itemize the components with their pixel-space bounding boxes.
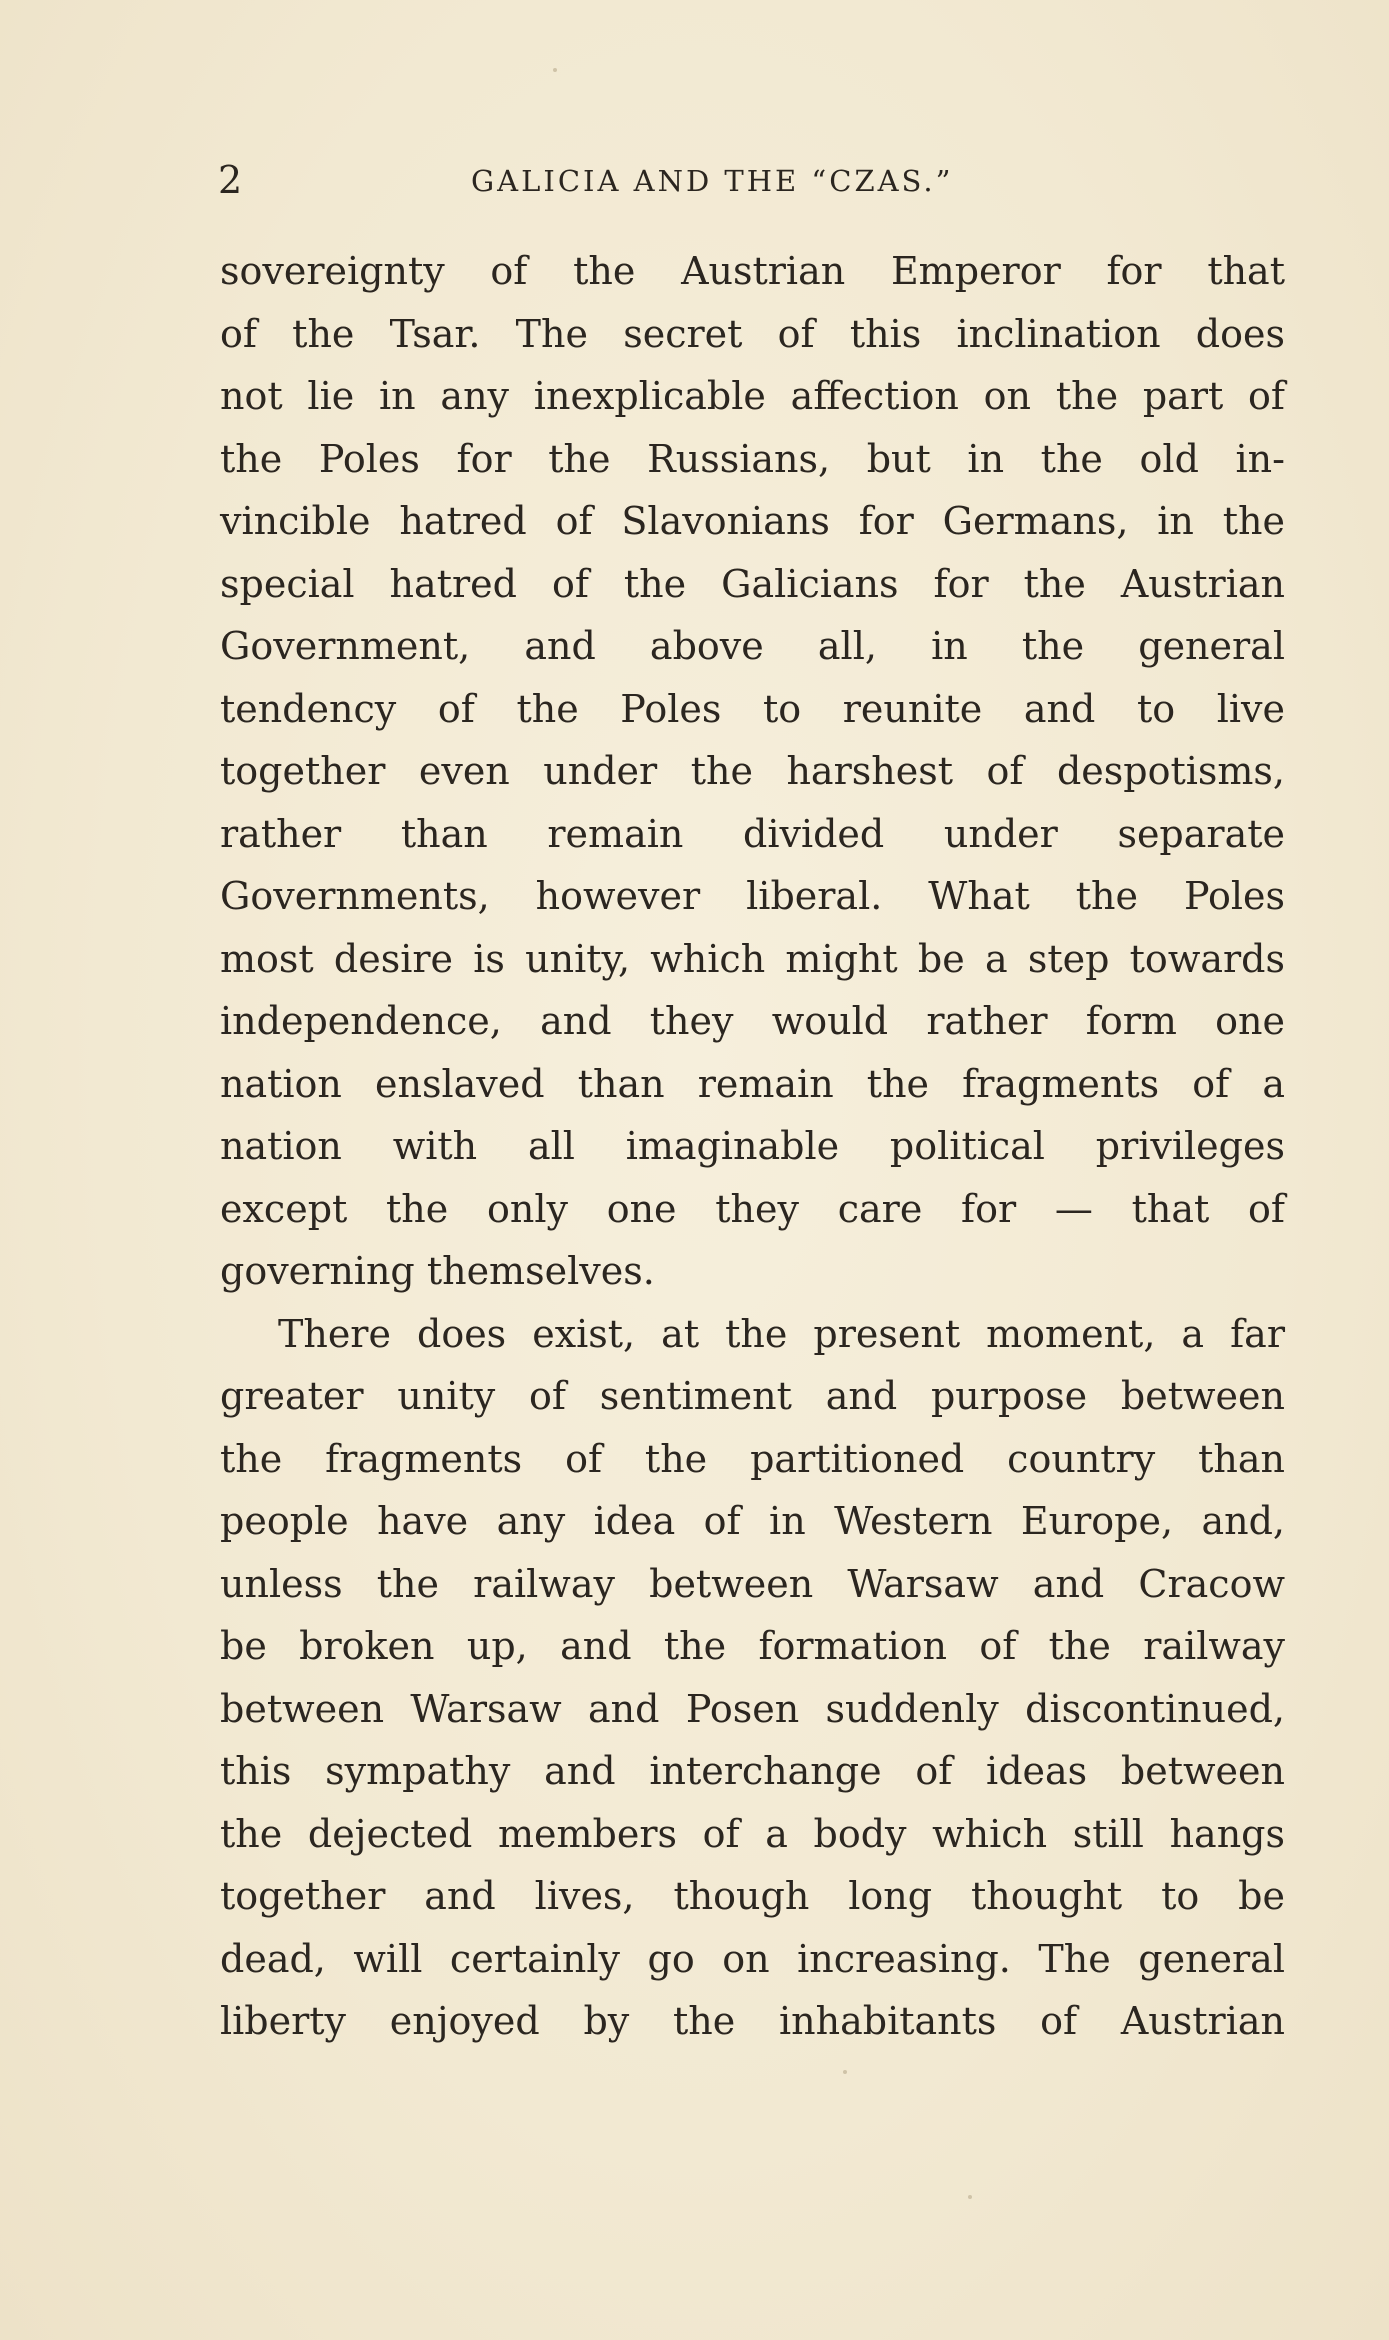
text-line: of the Tsar. The secret of this inclination does (220, 311, 1285, 356)
text-line: the Poles for the Russians, but in the old in- (220, 436, 1285, 481)
text-line: the dejected members of a body which still hangs (220, 1811, 1285, 1856)
text-line: not lie in any inexplicable affection on the part of (220, 374, 1285, 418)
paragraph-1 (220, 240, 1285, 1303)
text-line: dead, will certainly go on increasing. The general (220, 1936, 1285, 1981)
text-line: There does exist, at the present moment, a far (278, 1311, 1285, 1356)
text-line: unless the railway between Warsaw and Cracow (220, 1561, 1285, 1606)
text-line: Governments, however liberal. What the Poles (220, 874, 1285, 918)
paper-speck (553, 68, 557, 72)
text-line: special hatred of the Galicians for the Austrian (220, 561, 1285, 606)
text-line: nation with all imaginable political privileges (220, 1124, 1285, 1168)
text-line: liberty enjoyed by the inhabitants of Austrian (220, 1999, 1285, 2043)
text-line: the fragments of the partitioned country than (220, 1436, 1285, 1481)
text-line: vincible hatred of Slavonians for Germans, in the (220, 499, 1285, 543)
paragraph-2 (220, 1303, 1285, 2053)
running-head: GALICIA AND THE “CZAS.” (471, 164, 954, 198)
text-line: except the only one they care for — that of (220, 1186, 1285, 1231)
text-line: be broken up, and the formation of the railway (220, 1624, 1285, 1668)
text-line: most desire is unity, which might be a step towards (220, 936, 1285, 981)
text-line: this sympathy and interchange of ideas between (220, 1749, 1285, 1793)
page-header (218, 150, 1288, 210)
text-line: rather than remain divided under separate (220, 811, 1285, 856)
text-line: nation enslaved than remain the fragments of a (220, 1061, 1285, 1106)
text-line: governing themselves. (220, 1249, 655, 1293)
text-line: together even under the harshest of despotisms, (220, 749, 1285, 793)
text-line: sovereignty of the Austrian Emperor for that (220, 249, 1285, 293)
text-line: Government, and above all, in the general (220, 624, 1285, 668)
text-line: together and lives, though long thought to be (220, 1874, 1285, 1918)
text-line: tendency of the Poles to reunite and to live (220, 686, 1285, 731)
body-text (220, 240, 1285, 2053)
paper-speck (843, 2070, 847, 2074)
paper-speck (968, 2195, 972, 2199)
text-line: independence, and they would rather form one (220, 999, 1285, 1043)
page-number: 2 (218, 158, 244, 202)
text-line: greater unity of sentiment and purpose between (220, 1374, 1285, 1418)
text-line: between Warsaw and Posen suddenly discontinued, (220, 1686, 1285, 1731)
text-line: people have any idea of in Western Europe, and, (220, 1499, 1285, 1543)
